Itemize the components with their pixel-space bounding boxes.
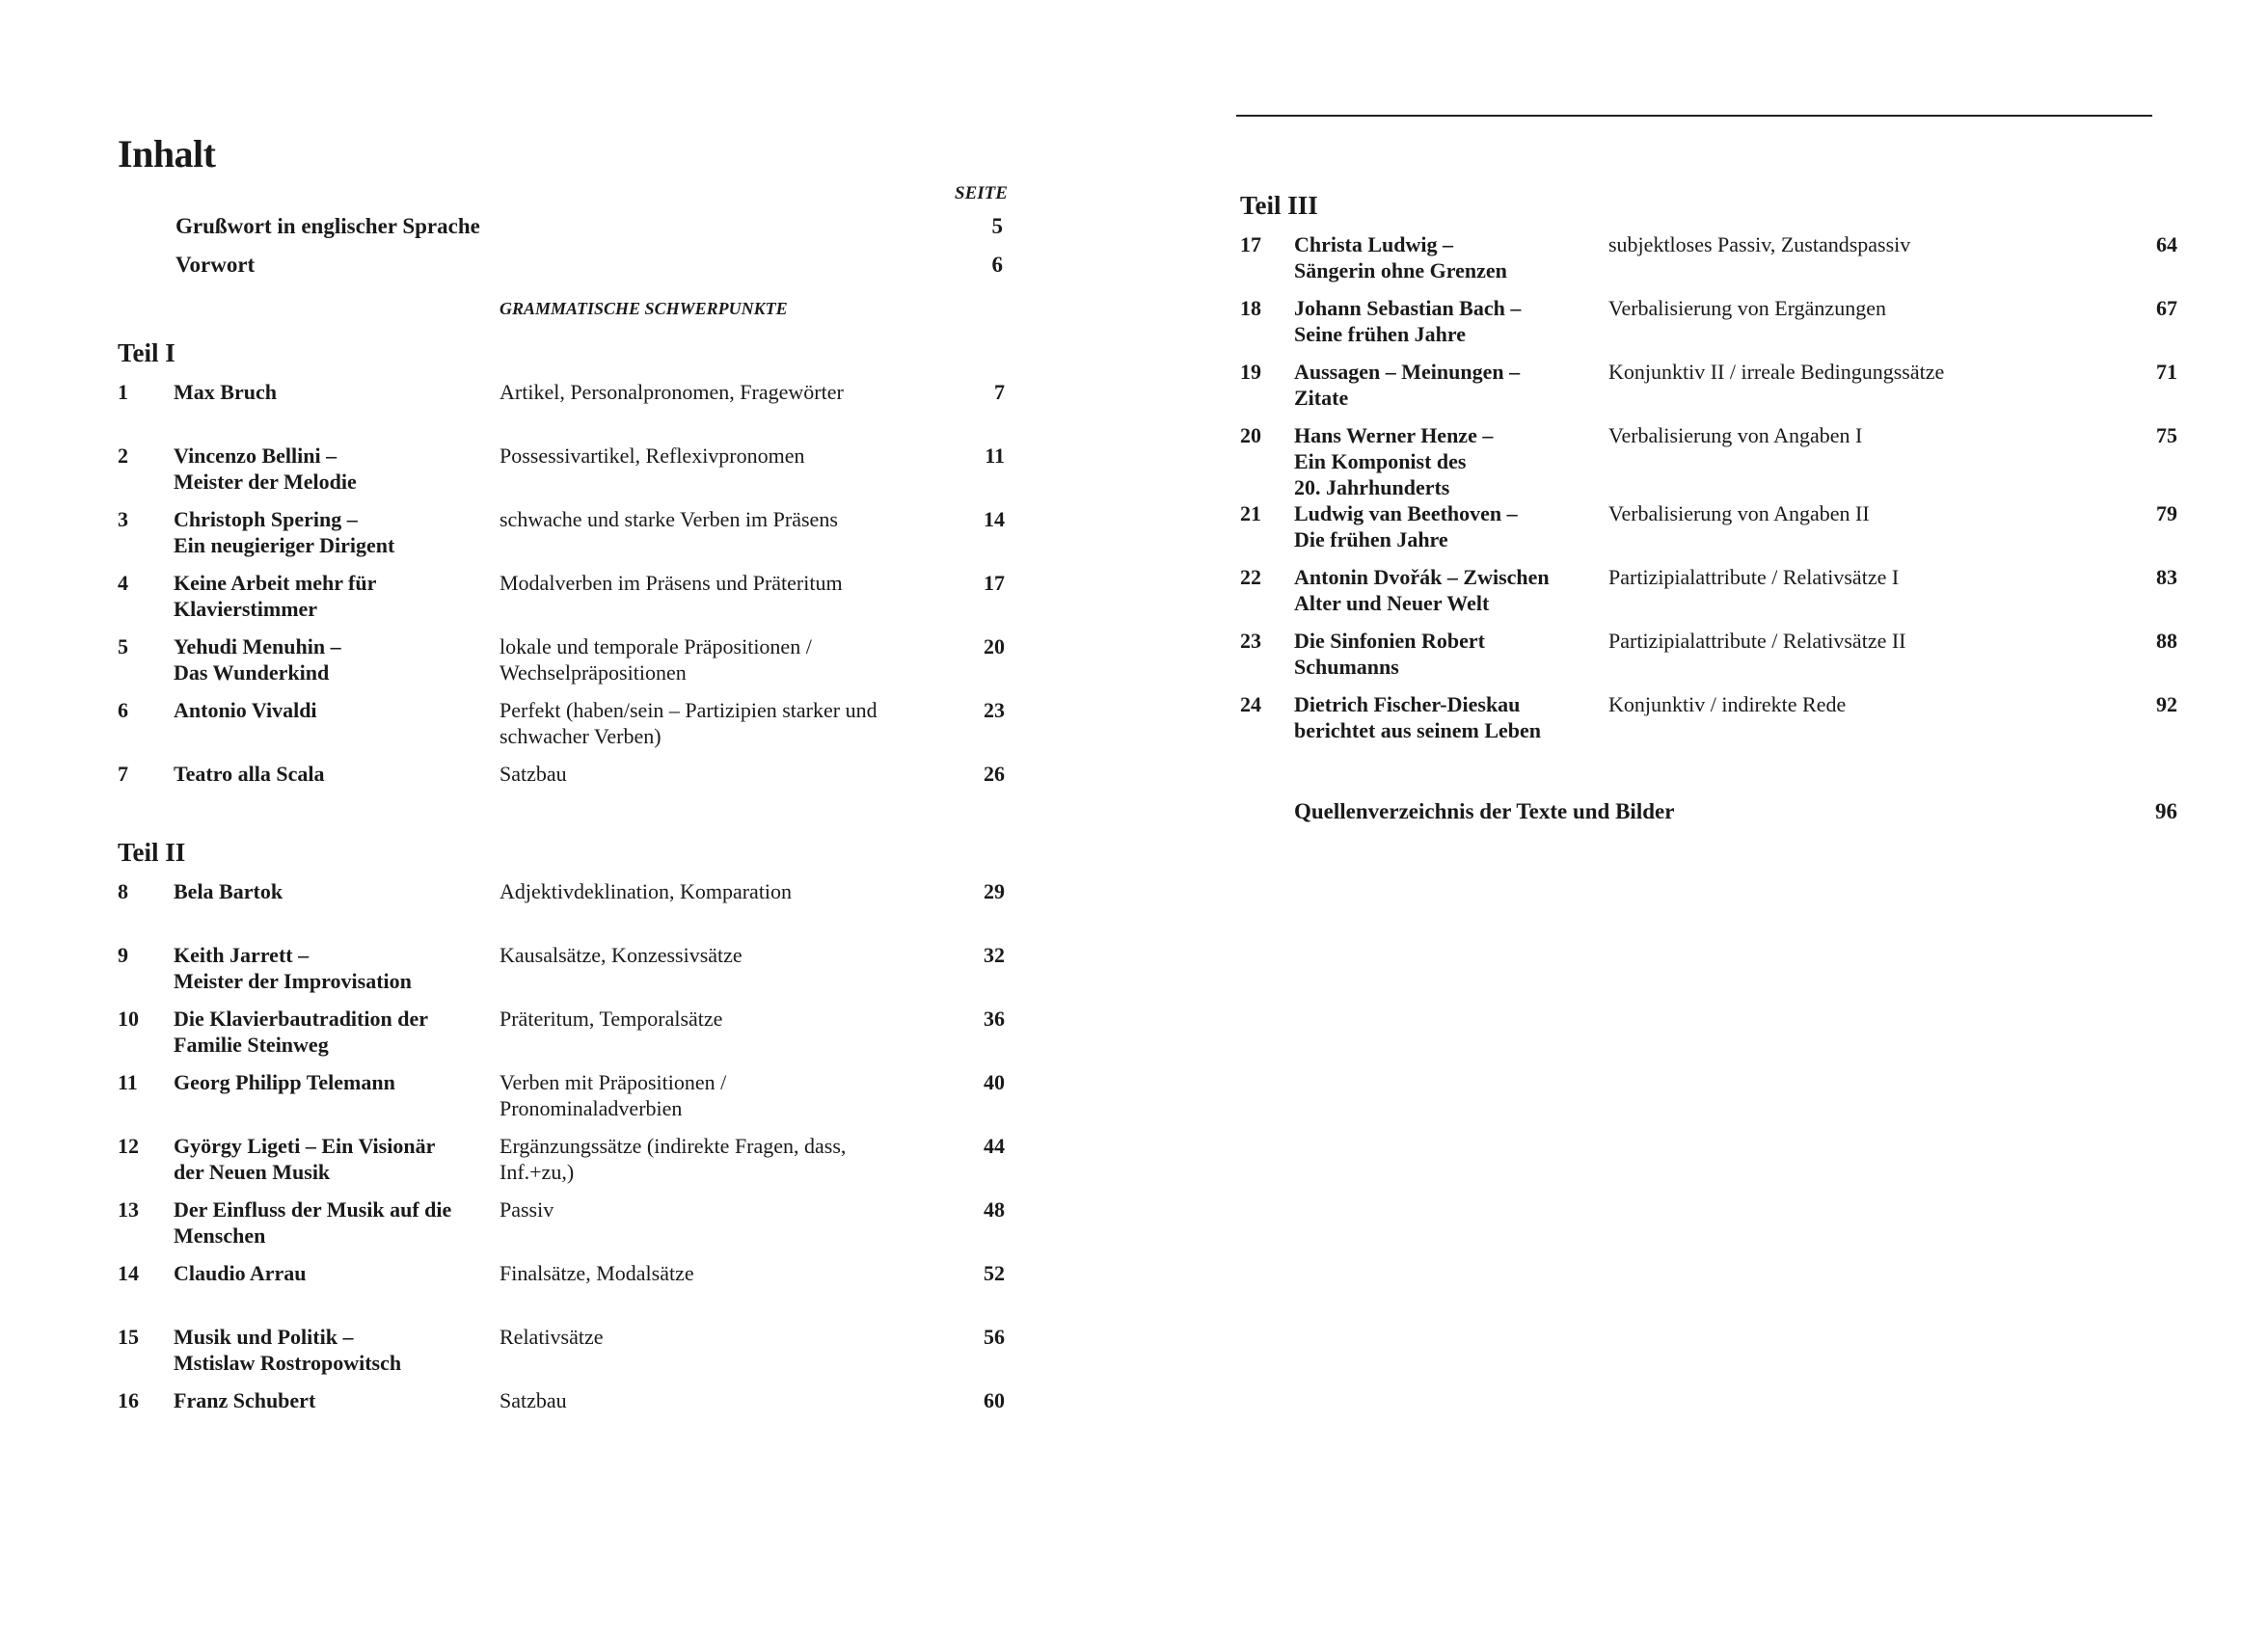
chapter-title-line: Georg Philipp Telemann: [174, 1070, 395, 1094]
chapter-title-line: Dietrich Fischer-Dieskau: [1294, 692, 1521, 716]
page-number: 17: [984, 571, 1005, 595]
toc-entry: [118, 697, 1005, 755]
chapter-number: 10: [118, 1007, 139, 1031]
chapter-title: [174, 1196, 501, 1249]
toc-entry: [118, 878, 1005, 936]
part-heading: Teil I: [118, 338, 176, 367]
right-page: [1134, 0, 2268, 1639]
page-column-header: SEITE: [955, 183, 1008, 203]
page-number: 64: [2156, 232, 2177, 256]
chapter-number: 5: [118, 634, 128, 658]
chapter-number: 12: [118, 1134, 139, 1158]
page-number: 29: [984, 879, 1005, 903]
chapter-number: 15: [118, 1325, 139, 1349]
chapter-title-line: Christa Ludwig –: [1294, 232, 1454, 256]
chapter-title-line: Teatro alla Scala: [174, 762, 325, 786]
chapter-title: [174, 878, 501, 904]
page-number: 26: [984, 762, 1005, 786]
chapter-title: [1294, 295, 1603, 347]
page-number: 7: [994, 380, 1005, 404]
chapter-title: [1294, 564, 1603, 616]
grammar-focus-line: Partizipialattribute / Relativsätze I: [1608, 565, 1900, 589]
chapter-number: 16: [118, 1388, 139, 1412]
page-number: 71: [2156, 360, 2177, 384]
toc-entry: [1240, 422, 2268, 499]
chapter-title-line: Die Sinfonien Robert: [1294, 629, 1485, 653]
chapter-number: 13: [118, 1197, 139, 1222]
chapter-title-line: Christoph Spering –: [174, 507, 358, 531]
toc-entry: [118, 1387, 1005, 1445]
grammar-focus-line: Konjunktiv II / irreale Bedingungssätze: [1608, 360, 1945, 384]
chapter-title-line: Vincenzo Bellini –: [174, 443, 338, 468]
grammar-focus: [1608, 691, 2091, 717]
chapter-number: 4: [118, 571, 128, 595]
grammar-focus-line: Konjunktiv / indirekte Rede: [1608, 692, 1847, 716]
chapter-number: 24: [1240, 692, 1261, 716]
page-number: 67: [2156, 296, 2177, 320]
grammar-focus-line: Verbalisierung von Ergänzungen: [1608, 296, 1886, 320]
chapter-title-line: 20. Jahrhunderts: [1294, 475, 1450, 499]
toc-entry: [118, 1324, 1005, 1382]
toc-entry: [118, 942, 1005, 1000]
grammar-column-header: GRAMMATISCHE SCHWERPUNKTE: [500, 299, 788, 318]
chapter-title-line: Keine Arbeit mehr für: [174, 571, 377, 595]
chapter-number: 21: [1240, 501, 1261, 525]
chapter-title: [174, 570, 501, 622]
grammar-focus: [1608, 422, 2091, 448]
page-title: Inhalt: [118, 132, 216, 175]
chapter-title-line: Antonin Dvořák – Zwischen: [1294, 565, 1550, 589]
grammar-focus-line: schwache und starke Verben im Präsens: [500, 507, 838, 531]
page-number: 56: [984, 1325, 1005, 1349]
chapter-title: [174, 1006, 501, 1058]
toc-entry: [118, 1260, 1005, 1318]
chapter-number: 9: [118, 943, 128, 967]
toc-entry: [1240, 628, 2268, 685]
chapter-title: [174, 1069, 501, 1095]
chapter-number: 20: [1240, 423, 1261, 447]
front-matter-page: 5: [991, 214, 1003, 238]
chapter-number: 8: [118, 879, 128, 903]
page-number: 14: [984, 507, 1005, 531]
page-number: 48: [984, 1197, 1005, 1222]
grammar-focus-line: Präteritum, Temporalsätze: [500, 1007, 723, 1031]
chapter-title-line: Meister der Melodie: [174, 470, 357, 494]
grammar-focus-line: Satzbau: [500, 1388, 567, 1412]
page-number: 32: [984, 943, 1005, 967]
chapter-title-line: Ein neugieriger Dirigent: [174, 533, 395, 557]
chapter-number: 7: [118, 762, 128, 786]
grammar-focus: [500, 1260, 914, 1286]
chapter-title-line: Bela Bartok: [174, 879, 284, 903]
grammar-focus: [1608, 295, 2091, 321]
chapter-number: 1: [118, 380, 128, 404]
chapter-title: [174, 633, 501, 685]
chapter-title-line: Antonio Vivaldi: [174, 698, 317, 722]
grammar-focus-line: Ergänzungssätze (indirekte Fragen, dass,: [500, 1134, 847, 1158]
chapter-title-line: Yehudi Menuhin –: [174, 634, 341, 658]
grammar-focus: [1608, 359, 2091, 385]
chapter-title: [1294, 691, 1603, 743]
toc-entry: [118, 761, 1005, 819]
chapter-title: [174, 1133, 501, 1185]
grammar-focus: [500, 942, 914, 968]
chapter-title-line: Franz Schubert: [174, 1388, 316, 1412]
page-number: 36: [984, 1007, 1005, 1031]
toc-entry: [118, 1196, 1005, 1254]
chapter-title-line: Die frühen Jahre: [1294, 527, 1448, 551]
grammar-focus-line: Satzbau: [500, 762, 567, 786]
grammar-focus: [1608, 500, 2091, 526]
grammar-focus: [500, 1133, 914, 1185]
part-heading: Teil II: [118, 838, 186, 867]
grammar-focus: [500, 1006, 914, 1032]
chapter-title: [1294, 231, 1603, 283]
grammar-focus-line: Perfekt (haben/sein – Partizipien starker und: [500, 698, 878, 722]
grammar-focus: [500, 570, 914, 596]
grammar-focus: [500, 1196, 914, 1223]
chapter-title-line: Ludwig van Beethoven –: [1294, 501, 1518, 525]
page-number: 75: [2156, 423, 2177, 447]
chapter-number: 17: [1240, 232, 1261, 256]
toc-entry: [1240, 564, 2268, 622]
toc-entry: [118, 570, 1005, 628]
grammar-focus-line: schwacher Verben): [500, 724, 662, 748]
toc-entry: [118, 379, 1005, 437]
top-rule: [1236, 115, 2152, 117]
page-number: 83: [2156, 565, 2177, 589]
chapter-title-line: Der Einfluss der Musik auf die: [174, 1197, 452, 1222]
grammar-focus: [1608, 564, 2091, 590]
grammar-focus-line: Modalverben im Präsens und Präteritum: [500, 571, 843, 595]
grammar-focus-line: Partizipialattribute / Relativsätze II: [1608, 629, 1906, 653]
grammar-focus-line: lokale und temporale Präpositionen /: [500, 634, 812, 658]
grammar-focus: [500, 506, 914, 532]
grammar-focus: [500, 379, 914, 405]
grammar-focus-line: Adjektivdeklination, Komparation: [500, 879, 793, 903]
chapter-title: [1294, 422, 1603, 500]
grammar-focus: [500, 443, 914, 469]
grammar-focus-line: Wechselpräpositionen: [500, 660, 687, 685]
grammar-focus: [500, 878, 914, 904]
grammar-focus: [500, 1324, 914, 1350]
grammar-focus: [1608, 628, 2091, 654]
grammar-focus: [500, 1069, 914, 1121]
front-matter-page: 6: [991, 253, 1003, 277]
chapter-title: [174, 1324, 501, 1376]
chapter-title-line: Mstislaw Rostropowitsch: [174, 1351, 402, 1375]
page-number: 23: [984, 698, 1005, 722]
chapter-title-line: berichtet aus seinem Leben: [1294, 718, 1542, 742]
chapter-title-line: Menschen: [174, 1223, 266, 1248]
toc-entry: [118, 633, 1005, 691]
chapter-number: 2: [118, 443, 128, 468]
toc-entry: [1240, 500, 2268, 558]
chapter-number: 18: [1240, 296, 1261, 320]
chapter-number: 11: [118, 1070, 138, 1094]
chapter-title: [174, 1260, 501, 1286]
chapter-title-line: Hans Werner Henze –: [1294, 423, 1494, 447]
grammar-focus: [500, 633, 914, 685]
chapter-title-line: Familie Steinweg: [174, 1033, 329, 1057]
chapter-title-line: Das Wunderkind: [174, 660, 330, 685]
grammar-focus: [500, 697, 914, 749]
grammar-focus-line: Inf.+zu,): [500, 1160, 575, 1184]
grammar-focus-line: Verbalisierung von Angaben I: [1608, 423, 1863, 447]
chapter-title: [1294, 359, 1603, 411]
grammar-focus-line: Pronominaladverbien: [500, 1096, 683, 1120]
chapter-title: [174, 1387, 501, 1413]
chapter-title: [174, 942, 501, 994]
chapter-title-line: Sängerin ohne Grenzen: [1294, 258, 1507, 282]
chapter-title-line: Zitate: [1294, 386, 1349, 410]
chapter-title: [1294, 500, 1603, 552]
toc-entry: [1240, 231, 2268, 289]
chapter-title-line: Schumanns: [1294, 655, 1399, 679]
chapter-title-line: Keith Jarrett –: [174, 943, 310, 967]
chapter-title-line: Ein Komponist des: [1294, 449, 1467, 473]
sources-label: Quellenverzeichnis der Texte und Bilder: [1294, 799, 1675, 823]
chapter-title-line: Aussagen – Meinungen –: [1294, 360, 1521, 384]
page-number: 52: [984, 1261, 1005, 1285]
grammar-focus-line: Relativsätze: [500, 1325, 604, 1349]
chapter-number: 22: [1240, 565, 1261, 589]
chapter-title-line: Seine frühen Jahre: [1294, 322, 1467, 346]
toc-entry: [118, 443, 1005, 500]
toc-entry: [118, 506, 1005, 564]
front-matter-item: Grußwort in englischer Sprache: [176, 214, 480, 238]
chapter-number: 3: [118, 507, 128, 531]
chapter-number: 19: [1240, 360, 1261, 384]
chapter-title-line: der Neuen Musik: [174, 1160, 331, 1184]
chapter-title-line: Claudio Arrau: [174, 1261, 307, 1285]
page-number: 88: [2156, 629, 2177, 653]
page-number: 92: [2156, 692, 2177, 716]
grammar-focus-line: Passiv: [500, 1197, 554, 1222]
chapter-title-line: Meister der Improvisation: [174, 969, 412, 993]
chapter-title-line: Alter und Neuer Welt: [1294, 591, 1490, 615]
chapter-title-line: Max Bruch: [174, 380, 277, 404]
chapter-title-line: Johann Sebastian Bach –: [1294, 296, 1522, 320]
chapter-title-line: Musik und Politik –: [174, 1325, 354, 1349]
page-number: 60: [984, 1388, 1005, 1412]
page-number: 40: [984, 1070, 1005, 1094]
page-number: 11: [985, 443, 1005, 468]
chapter-title: [174, 697, 501, 723]
grammar-focus-line: Finalsätze, Modalsätze: [500, 1261, 694, 1285]
page-number: 79: [2156, 501, 2177, 525]
toc-entry: [118, 1069, 1005, 1127]
chapter-title: [174, 761, 501, 787]
grammar-focus-line: subjektloses Passiv, Zustandspassiv: [1608, 232, 1911, 256]
grammar-focus-line: Verben mit Präpositionen /: [500, 1070, 727, 1094]
front-matter-item: Vorwort: [176, 253, 256, 277]
chapter-title: [174, 506, 501, 558]
sources-page: 96: [2155, 799, 2177, 823]
grammar-focus: [1608, 231, 2091, 257]
page-number: 44: [984, 1134, 1005, 1158]
toc-entry: [1240, 295, 2268, 353]
chapter-title-line: György Ligeti – Ein Visionär: [174, 1134, 436, 1158]
chapter-title-line: Klavierstimmer: [174, 597, 318, 621]
part-heading: Teil III: [1240, 191, 1318, 220]
grammar-focus-line: Verbalisierung von Angaben II: [1608, 501, 1870, 525]
toc-entry: [118, 1133, 1005, 1191]
toc-entry: [1240, 359, 2268, 416]
grammar-focus-line: Artikel, Personalpronomen, Fragewörter: [500, 380, 844, 404]
grammar-focus: [500, 1387, 914, 1413]
chapter-title: [1294, 628, 1603, 680]
chapter-number: 6: [118, 698, 128, 722]
page-number: 20: [984, 634, 1005, 658]
chapter-title-line: Die Klavierbautradition der: [174, 1007, 428, 1031]
chapter-title: [174, 443, 501, 495]
grammar-focus-line: Possessivartikel, Reflexivpronomen: [500, 443, 805, 468]
chapter-number: 23: [1240, 629, 1261, 653]
grammar-focus-line: Kausalsätze, Konzessivsätze: [500, 943, 742, 967]
toc-entry: [118, 1006, 1005, 1063]
toc-entry: [1240, 691, 2268, 749]
grammar-focus: [500, 761, 914, 787]
chapter-title: [174, 379, 501, 405]
chapter-number: 14: [118, 1261, 139, 1285]
